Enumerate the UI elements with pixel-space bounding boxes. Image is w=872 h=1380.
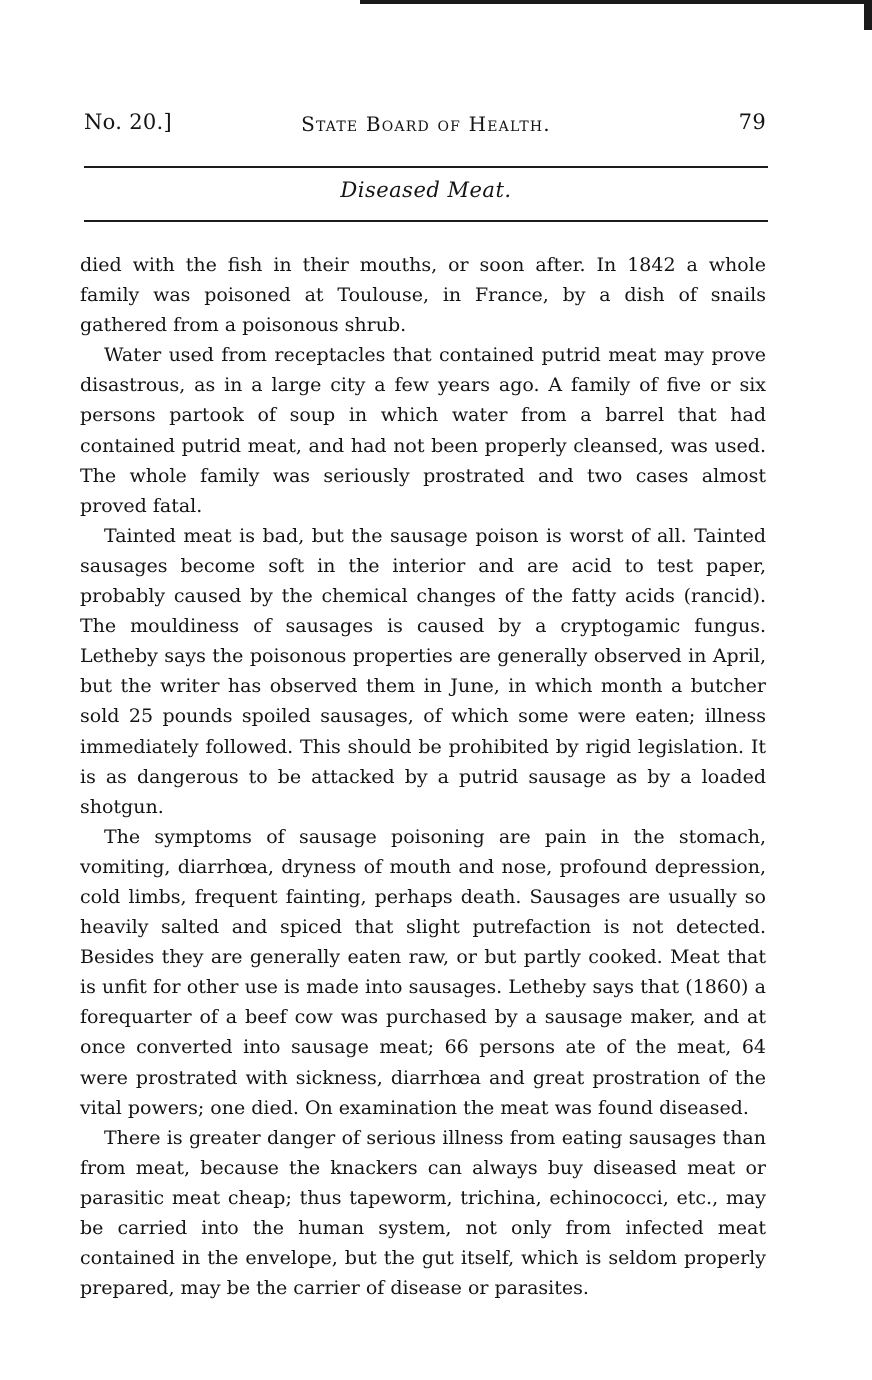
journal-title: State Board of Health. — [301, 112, 551, 136]
section-title: Diseased Meat. — [340, 178, 512, 202]
header-rule-bottom — [84, 220, 768, 222]
paragraph-water: Water used from receptacles that contained putrid meat may prove disastrous, as in a large city a few years ago. A family of five or six persons partook of soup in which water from a barrel that had contained putrid meat, and had not been properly cleansed, was used. The whole family was seriously prostrated and two cases almost proved fatal. — [80, 344, 766, 517]
page-number: 79 — [738, 110, 766, 134]
running-header — [84, 108, 768, 142]
paragraph-continued: died with the fish in their mouths, or soon after. In 1842 a whole family was poisoned at Toulouse, in France, by a dish of snails gathered from a poisonous shrub. — [80, 254, 766, 337]
scan-corner-mark — [864, 0, 872, 30]
scan-edge-mark — [360, 0, 872, 4]
paragraph-tainted-meat: Tainted meat is bad, but the sausage poison is worst of all. Tainted sausages become soft in the interior and are acid to test paper, probably caused by the chemical changes of the fatty acids (rancid). The mouldiness of sausages is caused by a cryptogamic fungus. Letheby says the poisonous properties are generally observed in April, but the writer has observed them in June, in which month a butcher sold 25 pounds spoiled sausages, of which some were eaten; illness immediately followed. This should be prohibited by rigid legislation. It is as dangerous to be attacked by a putrid sausage as by a loaded shotgun. — [80, 524, 766, 818]
article-body — [80, 250, 766, 1303]
paragraph-symptoms: The symptoms of sausage poisoning are pain in the stomach, vomiting, diarrhœa, dryness of mouth and nose, profound depression, cold limbs, frequent fainting, perhaps death. Sausages are usually so heavily salted and spiced that slight putrefaction is not detected. Besides they are generally eaten raw, or but partly cooked. Meat that is unfit for other use is made into sausages. Letheby says that (1860) a forequarter of a beef cow was purchased by a sausage maker, and at once converted into sausage meat; 66 persons ate of the meat, 64 were prostrated with sickness, diarrhœa and great prostration of the vital powers; one died. On examination the meat was found diseased. — [80, 825, 766, 1119]
report-number: No. 20.] — [84, 110, 172, 134]
header-rule-top — [84, 166, 768, 168]
paragraph-danger: There is greater danger of serious illness from eating sausages than from meat, because the knackers can always buy diseased meat or parasitic meat cheap; thus tapeworm, trichina, echinococci, etc., may be carried into the human system, not only from infected meat contained in the envelope, but the gut itself, which is seldom properly prepared, may be the carrier of disease or parasites. — [80, 1126, 766, 1300]
